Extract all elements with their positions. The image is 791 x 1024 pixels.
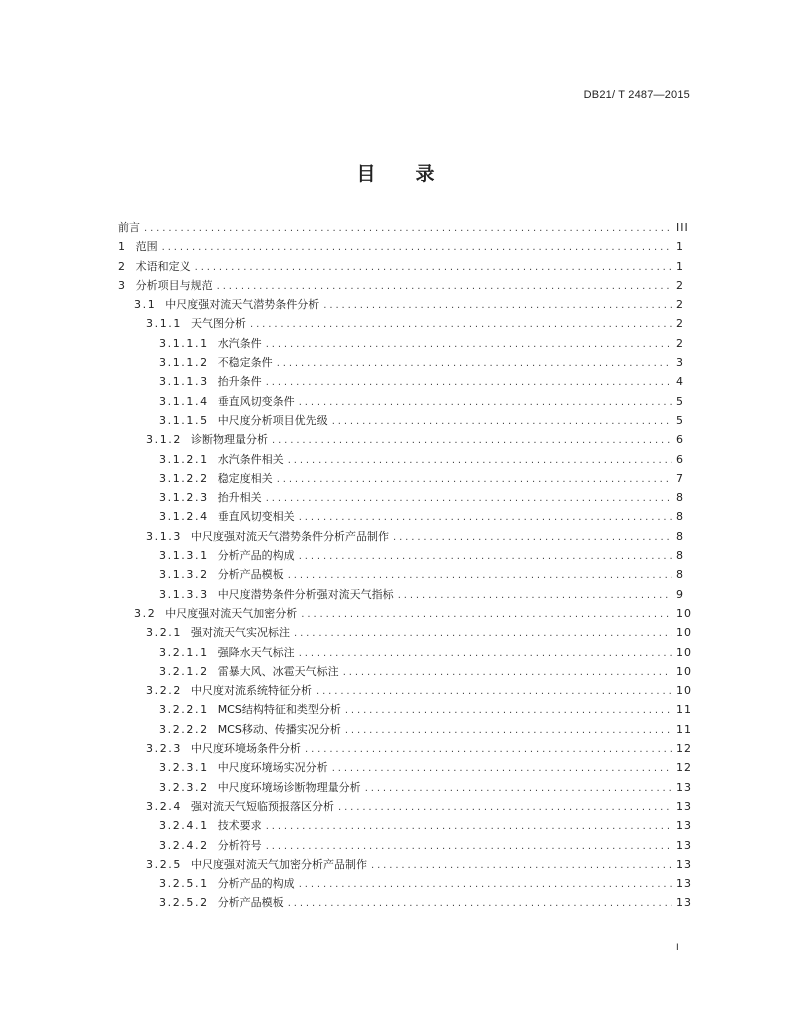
page-title [0, 159, 791, 186]
toc-entry-page: III [676, 221, 689, 234]
toc-entry[interactable] [118, 700, 692, 719]
toc-entry[interactable] [118, 855, 692, 874]
toc-entry-number: 3.1.1.1 [159, 336, 209, 350]
toc-entry[interactable] [118, 758, 692, 777]
toc-dot-leader [266, 817, 672, 836]
toc-entry[interactable] [118, 237, 684, 256]
toc-entry[interactable] [118, 681, 692, 700]
toc-dot-leader [266, 373, 672, 392]
toc-entry-number: 3.1.3.1 [159, 549, 209, 563]
toc-entry[interactable] [118, 218, 689, 237]
toc-entry-title: 强对流天气实况标注 [191, 626, 290, 640]
toc-entry-page: 1 [676, 259, 684, 273]
toc-entry-title: 范围 [135, 240, 158, 254]
toc-entry-number: 2 [118, 259, 127, 273]
toc-entry-title: 术语和定义 [135, 259, 191, 273]
toc-entry-page: 8 [676, 549, 684, 563]
toc-dot-leader [365, 779, 672, 798]
toc-entry-number: 3.2.5.1 [159, 877, 209, 891]
toc-entry-number: 3.1.3 [146, 529, 182, 543]
toc-dot-leader [250, 315, 672, 334]
toc-entry[interactable] [118, 507, 684, 526]
toc-entry-page: 8 [676, 491, 684, 505]
toc-entry-title: 雷暴大风、冰雹天气标注 [217, 664, 339, 678]
toc-entry-title: 技术要求 [217, 819, 262, 833]
toc-dot-leader [266, 837, 672, 856]
toc-entry-page: 10 [676, 664, 692, 678]
toc-entry[interactable] [118, 295, 684, 314]
toc-entry-page: 4 [676, 375, 684, 389]
toc-entry-page: 5 [676, 413, 684, 427]
toc-entry-number: 3.2.2.1 [159, 703, 209, 717]
toc-dot-leader [338, 798, 672, 817]
toc-dot-leader [299, 875, 672, 894]
toc-entry[interactable] [118, 488, 684, 507]
toc-entry[interactable] [118, 836, 692, 855]
toc-entry-page: 13 [676, 838, 692, 852]
toc-entry[interactable] [118, 353, 684, 372]
toc-entry-title: 抬升条件 [217, 375, 262, 389]
toc-dot-leader [301, 605, 672, 624]
toc-dot-leader [299, 547, 672, 566]
title-char-2: 录 [415, 163, 435, 185]
toc-entry-title: 分析符号 [217, 838, 262, 852]
toc-dot-leader [288, 894, 672, 913]
toc-entry-title: 分析产品的构成 [217, 549, 295, 563]
toc-entry[interactable] [118, 778, 692, 797]
toc-dot-leader [294, 624, 672, 643]
toc-entry-number: 3.2.4.2 [159, 838, 209, 852]
toc-entry[interactable] [118, 720, 692, 739]
toc-entry-page: 5 [676, 394, 684, 408]
toc-entry[interactable] [118, 314, 684, 333]
toc-dot-leader [332, 759, 672, 778]
toc-entry-number: 3.1.1.3 [159, 375, 209, 389]
toc-entry-title: MCS结构特征和类型分析 [217, 703, 341, 717]
toc-entry-number: 3.1.1.4 [159, 394, 209, 408]
toc-entry-number: 3.1 [134, 298, 157, 312]
toc-entry[interactable] [118, 604, 692, 623]
toc-dot-leader [332, 412, 672, 431]
toc-dot-leader [305, 740, 672, 759]
toc-entry-page: 11 [676, 722, 692, 736]
toc-dot-leader [299, 508, 672, 527]
toc-entry-page: 6 [676, 452, 684, 466]
toc-dot-leader [144, 219, 672, 238]
toc-entry-title: 中尺度潜势条件分析强对流天气指标 [217, 587, 394, 601]
toc-entry-page: 1 [676, 240, 684, 254]
toc-entry[interactable] [118, 430, 684, 449]
toc-dot-leader [288, 566, 672, 585]
toc-entry-page: 10 [676, 645, 692, 659]
toc-entry-number: 3.1.2.3 [159, 491, 209, 505]
toc-dot-leader [299, 393, 672, 412]
toc-entry-page: 9 [676, 587, 684, 601]
toc-entry-page: 13 [676, 819, 692, 833]
toc-entry-number: 3.2.3.2 [159, 780, 209, 794]
toc-entry[interactable] [118, 276, 684, 295]
toc-entry[interactable] [118, 546, 684, 565]
toc-entry-title: 抬升相关 [217, 491, 262, 505]
toc-entry[interactable] [118, 816, 692, 835]
toc-entry-page: 13 [676, 780, 692, 794]
toc-dot-leader [343, 663, 672, 682]
toc-entry-page: 13 [676, 857, 692, 871]
toc-entry-title: 分析产品模板 [217, 568, 284, 582]
toc-entry-page: 13 [676, 896, 692, 910]
toc-dot-leader [266, 489, 672, 508]
toc-entry-title: 稳定度相关 [217, 471, 273, 485]
toc-entry-number: 3.2.4 [146, 799, 182, 813]
toc-entry[interactable] [118, 739, 692, 758]
toc-entry[interactable] [118, 527, 684, 546]
title-char-1: 目 [356, 163, 376, 185]
toc-entry-page: 12 [676, 761, 692, 775]
toc-entry-number: 3.2.1 [146, 626, 182, 640]
page-header: DB21/ T 2487—2015 [583, 89, 690, 101]
toc-entry-number: 3.2.5 [146, 857, 182, 871]
toc-entry-number: 3.2.3 [146, 742, 182, 756]
toc-entry-number: 3.1.2 [146, 433, 182, 447]
toc-entry-page: 2 [676, 298, 684, 312]
toc-entry-page: 2 [676, 317, 684, 331]
toc-entry-page: 13 [676, 877, 692, 891]
toc-entry-number: 3.1.2.4 [159, 510, 209, 524]
toc-entry-number: 1 [118, 240, 127, 254]
toc-dot-leader [277, 470, 672, 489]
toc-entry[interactable] [118, 643, 692, 662]
toc-entry-title: 中尺度环境场条件分析 [191, 742, 301, 756]
toc-entry-page: 8 [676, 529, 684, 543]
toc-entry-page: 10 [676, 684, 692, 698]
toc-entry-title: 垂直风切变相关 [217, 510, 295, 524]
toc-entry-page: 8 [676, 568, 684, 582]
toc-entry-title: 前言 [118, 221, 140, 234]
toc-entry-title: 天气图分析 [191, 317, 246, 331]
toc-entry-page: 2 [676, 336, 684, 350]
toc-entry-title: 中尺度对流系统特征分析 [191, 684, 312, 698]
toc-entry-number: 3.2.3.1 [159, 761, 209, 775]
toc-entry-number: 3.1.2.1 [159, 452, 209, 466]
toc-entry[interactable] [118, 334, 684, 353]
toc-entry-title: 垂直风切变条件 [217, 394, 295, 408]
toc-entry[interactable] [118, 662, 692, 681]
toc-entry-page: 12 [676, 742, 692, 756]
toc-dot-leader [345, 721, 672, 740]
toc-entry[interactable] [118, 411, 684, 430]
toc-entry-number: 3.1.2.2 [159, 471, 209, 485]
toc-dot-leader [393, 528, 672, 547]
toc-entry-page: 7 [676, 471, 684, 485]
toc-entry-title: 强对流天气短临预报落区分析 [191, 799, 334, 813]
toc-entry-title: MCS移动、传播实况分析 [217, 722, 341, 736]
toc-dot-leader [371, 856, 672, 875]
toc-entry-title: 分析产品模板 [217, 896, 284, 910]
toc-entry-title: 中尺度强对流天气潜势条件分析 [165, 298, 320, 312]
toc-entry-number: 3.2.5.2 [159, 896, 209, 910]
toc-entry-page: 10 [676, 606, 692, 620]
toc-entry-number: 3.2.1.2 [159, 664, 209, 678]
toc-entry-title: 分析产品的构成 [217, 877, 295, 891]
toc-dot-leader [288, 451, 672, 470]
toc-entry[interactable] [118, 392, 684, 411]
toc-entry-page: 13 [676, 799, 692, 813]
toc-dot-leader [299, 644, 672, 663]
toc-entry-title: 中尺度环境场诊断物理量分析 [217, 780, 361, 794]
toc-entry[interactable] [118, 874, 692, 893]
toc-entry[interactable] [118, 469, 684, 488]
toc-entry[interactable] [118, 585, 684, 604]
table-of-contents [118, 218, 692, 913]
toc-entry[interactable] [118, 565, 684, 584]
toc-entry-page: 11 [676, 703, 692, 717]
toc-entry-title: 中尺度分析项目优先级 [217, 413, 328, 427]
toc-entry-page: 10 [676, 626, 692, 640]
toc-entry-page: 2 [676, 278, 684, 292]
toc-entry-title: 强降水天气标注 [217, 645, 295, 659]
toc-entry[interactable] [118, 450, 684, 469]
toc-entry-number: 3.1.1.5 [159, 413, 209, 427]
toc-entry-title: 诊断物理量分析 [191, 433, 268, 447]
toc-dot-leader [398, 586, 672, 605]
toc-entry-number: 3.2.4.1 [159, 819, 209, 833]
toc-entry-number: 3.2.1.1 [159, 645, 209, 659]
toc-dot-leader [323, 296, 672, 315]
toc-entry-title: 水汽条件 [217, 336, 262, 350]
toc-entry[interactable] [118, 623, 692, 642]
toc-entry-title: 不稳定条件 [217, 356, 273, 370]
toc-entry-title: 分析项目与规范 [135, 278, 213, 292]
page-number: I [676, 943, 679, 953]
toc-entry-number: 3.1.1 [146, 317, 182, 331]
toc-dot-leader [272, 431, 672, 450]
toc-entry[interactable] [118, 797, 692, 816]
toc-entry-number: 3.2.2 [146, 684, 182, 698]
toc-entry-page: 8 [676, 510, 684, 524]
toc-entry[interactable] [118, 372, 684, 391]
toc-entry-number: 3.1.1.2 [159, 356, 209, 370]
toc-dot-leader [162, 238, 672, 257]
toc-entry-number: 3.1.3.2 [159, 568, 209, 582]
toc-dot-leader [217, 277, 672, 296]
toc-dot-leader [266, 335, 672, 354]
toc-entry-title: 中尺度环境场实况分析 [217, 761, 328, 775]
toc-entry-number: 3.2 [134, 606, 157, 620]
toc-entry[interactable] [118, 257, 684, 276]
toc-entry-number: 3 [118, 278, 127, 292]
toc-entry-title: 中尺度强对流天气加密分析产品制作 [191, 857, 367, 871]
toc-dot-leader [277, 354, 672, 373]
toc-dot-leader [345, 701, 672, 720]
toc-entry-page: 3 [676, 356, 684, 370]
toc-entry-title: 水汽条件相关 [217, 452, 284, 466]
toc-entry-page: 6 [676, 433, 684, 447]
toc-entry-title: 中尺度强对流天气加密分析 [165, 606, 298, 620]
toc-dot-leader [195, 258, 672, 277]
toc-entry-title: 中尺度强对流天气潜势条件分析产品制作 [191, 529, 389, 543]
toc-entry-number: 3.1.3.3 [159, 587, 209, 601]
toc-dot-leader [316, 682, 672, 701]
toc-entry[interactable] [118, 893, 692, 912]
toc-entry-number: 3.2.2.2 [159, 722, 209, 736]
